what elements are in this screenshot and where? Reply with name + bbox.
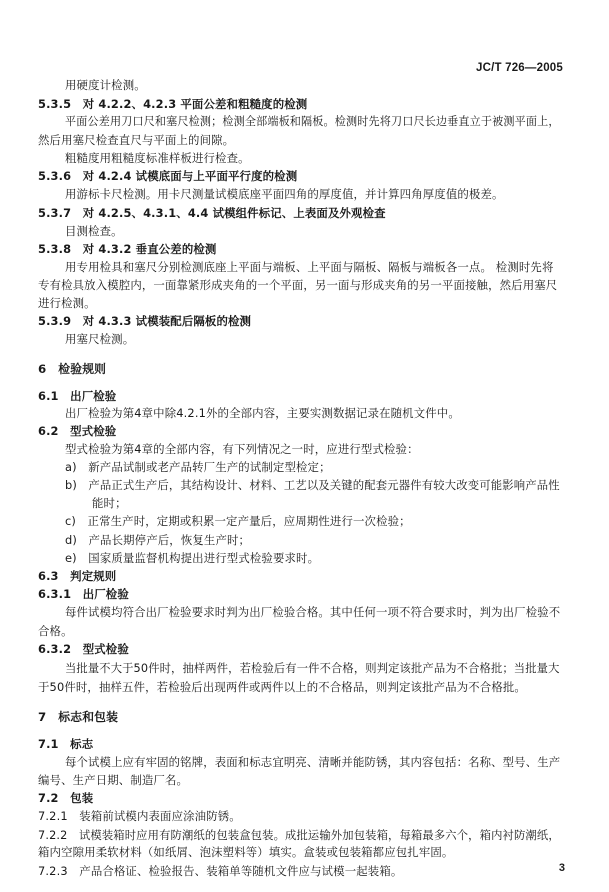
body-text: 出厂检验为第4章中除4.2.1外的全部内容，主要实测数据记录在随机文件中。: [65, 406, 460, 421]
list-item-e: e) 国家质量监督机构提出进行型式检验要求时。: [65, 550, 320, 565]
standard-number: JC/T 726—2005: [476, 62, 563, 74]
list-item-a: a) 新产品试制或老产品转厂生产的试制定型检定；: [65, 459, 331, 474]
body-text: 于50件时，抽样五件，若检验后出现两件或两件以上的不合格品，则判定该批产品为不合格批。: [38, 679, 526, 694]
body-text: 当批量不大于50件时，抽样两件，若检验后有一件不合格，则判定该批产品为不合格批；当批量大: [65, 660, 560, 675]
clause-heading-5-3-6: 5.3.6 对 4.2.4 试模底面与上平面平行度的检测: [38, 168, 298, 183]
body-text: 用专用检具和塞尺分别检测底座上平面与端板、上平面与隔板、隔板与端板各一点。 检测时先将: [65, 259, 554, 274]
list-item-b-cont: 能时；: [92, 495, 127, 510]
body-text: 目测检查。: [65, 223, 123, 238]
body-text: 箱内空隙用柔软材料（如纸屑、泡沫塑料等）填实。盒装或包装箱都应包扎牢固。: [38, 845, 454, 860]
body-text: 每个试模上应有牢固的铭牌，表面和标志宜明亮、清晰并能防锈，其内容包括：名称、型号、生产: [65, 754, 561, 769]
body-text: 编号、生产日期、制造厂名。: [38, 773, 189, 788]
body-text: 然后用塞尺检查直尺与平面上的间隙。: [38, 132, 235, 147]
clause-7-2-3: 7.2.3 产品合格证、检验报告、装箱单等随机文件应与试模一起装箱。: [38, 864, 403, 878]
list-item-d: d) 产品长期停产后，恢复生产时；: [65, 533, 251, 547]
clause-heading-6-3-1: 6.3.1 出厂检验: [38, 586, 129, 601]
clause-heading-6-2: 6.2 型式检验: [38, 423, 117, 438]
clause-heading-7-2: 7.2 包装: [38, 790, 94, 805]
clause-heading-5-3-5: 5.3.5 对 4.2.2、4.2.3 平面公差和粗糙度的检测: [38, 96, 308, 111]
clause-heading-5-3-7: 5.3.7 对 4.2.5、4.3.1、4.4 试模组件标记、上表面及外观检查: [38, 205, 386, 220]
body-text: 进行检测。: [38, 295, 96, 310]
list-item-b: b) 产品正式生产后，其结构设计、材料、工艺以及关键的配套元器件有较大改变可能影响产品性: [65, 478, 560, 493]
clause-heading-6-3-2: 6.3.2 型式检验: [38, 642, 129, 657]
section-heading-7: 7 标志和包装: [38, 709, 119, 724]
clause-heading-6-3: 6.3 判定规则: [38, 569, 117, 584]
clause-heading-5-3-9: 5.3.9 对 4.3.3 试模装配后隔板的检测: [38, 314, 252, 329]
clause-heading-6-1: 6.1 出厂检验: [38, 388, 117, 403]
clause-7-2-1: 7.2.1 装箱前试模内表面应涂油防锈。: [38, 809, 241, 824]
body-text: 每件试模均符合出厂检验要求时判为出厂检验合格。其中任何一项不符合要求时，判为出厂检验不: [65, 605, 561, 620]
list-item-c: c) 正常生产时，定期或积累一定产量后，应周期性进行一次检验；: [65, 514, 411, 529]
body-text: 用游标卡尺检测。用卡尺测量试模底座平面四角的厚度值，并计算四角厚度值的极差。: [65, 187, 504, 202]
clause-heading-5-3-8: 5.3.8 对 4.3.2 垂直公差的检测: [38, 242, 217, 256]
body-text: 用塞尺检测。: [65, 331, 135, 346]
clause-7-2-2: 7.2.2 试模装箱时应用有防潮纸的包装盒包装。成批运输外加包装箱，每箱最多六个，箱内衬防潮纸，: [38, 827, 560, 842]
body-text: 型式检验为第4章的全部内容，有下列情况之一时，应进行型式检验：: [65, 442, 419, 457]
clause-heading-7-1: 7.1 标志: [38, 737, 94, 752]
body-text: 合格。: [38, 623, 73, 638]
body-text: 用硬度计检测。: [65, 78, 146, 92]
section-heading-6: 6 检验规则: [38, 362, 107, 377]
body-text: 专有检具放入模腔内，一面靠紧形成夹角的一个平面，另一面与形成夹角的另一平面接触，然后用塞尺: [38, 278, 558, 293]
body-text: 粗糙度用粗糙度标准样板进行检查。: [65, 151, 250, 166]
page-number: 3: [558, 862, 565, 874]
body-text: 平面公差用刀口尺和塞尺检测；检测全部端板和隔板。检测时先将刀口尺长边垂直立于被测平面上，: [65, 114, 560, 129]
